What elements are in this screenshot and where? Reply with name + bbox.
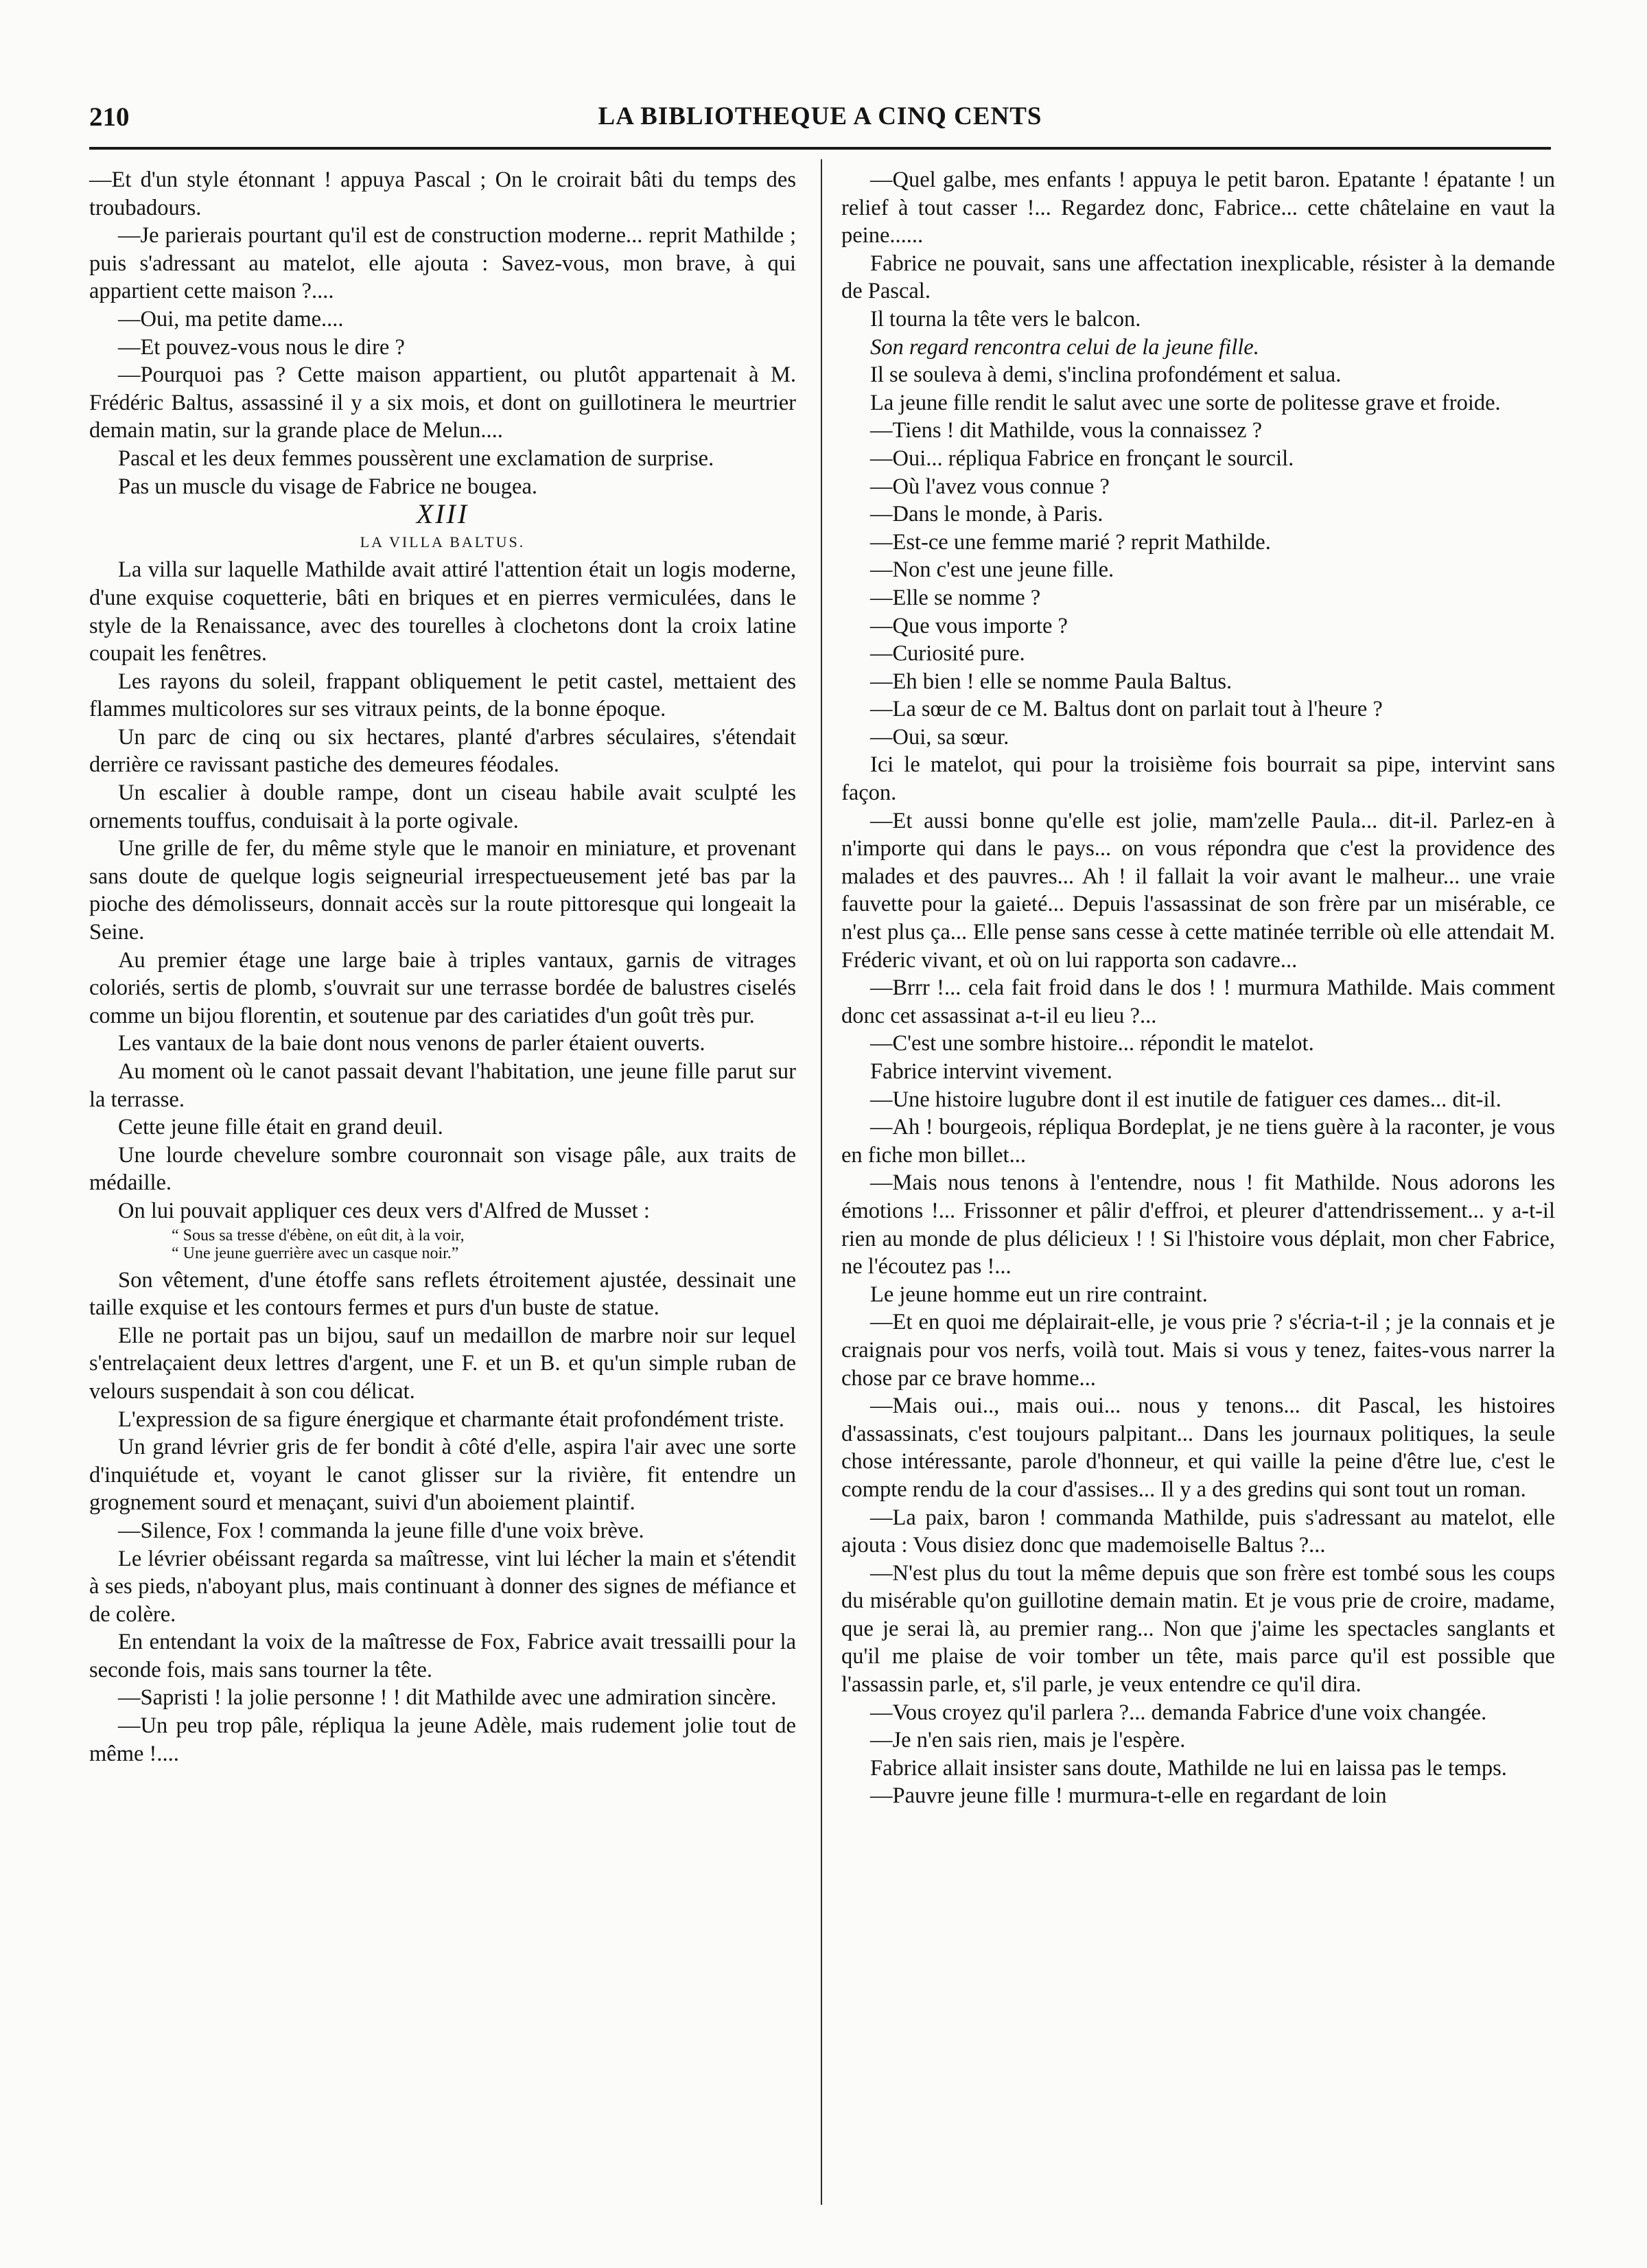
paragraph: Il se souleva à demi, s'inclina profondément et salua. [870, 362, 1342, 388]
paragraph: —Et pouvez-vous nous le dire ? [118, 334, 405, 360]
paragraph: —Et aussi bonne qu'elle est jolie, mam'zelle Paula... dit-il. Parlez-en à n'importe qui dans le pays... on vous répondra que c'est la providence des malades et des pauvres... Ah ! il fallait la voir avant le malheur... une vraie fauvette pour la gaieté... Depuis l'assassinat de son frère par un misérable, ce n'est plus ça... Elle pense sans cesse à cette matinée terrible où elle attendait M. Fréderic vivant, et où on lui rapporta son cadavre... [841, 808, 1555, 973]
paragraph: L'expression de sa figure énergique et charmante était profondément triste. [118, 1407, 784, 1432]
paragraph: —Quel galbe, mes enfants ! appuya le petit baron. Epatante ! épatante ! un relief à tout casser !... Regardez donc, Fabrice... cette châtelaine en vaut la peine...... [841, 167, 1555, 248]
header-rule [89, 147, 1551, 150]
italic-text: Son regard rencontra celui de la jeune fille. [870, 334, 1259, 360]
paragraph: Au premier étage une large baie à triples vantaux, garnis de vitrages coloriés, sertis de plomb, s'ouvrait sur une terrasse bordée de balustres ciselés comme un bijou florentin, et soutenue par des cariatides d'un goût très pur. [89, 947, 796, 1028]
paragraph: —Est-ce une femme marié ? reprit Mathilde. [870, 529, 1271, 555]
paragraph: —Mais nous tenons à l'entendre, nous ! fit Mathilde. Nous adorons les émotions !... Frissonner et pâlir d'effroi, et pleurer d'attendrissement... y a-t-il rien au monde de plus délicieux ! ! Si l'histoire vous déplait, mon cher Fabrice, ne l'écoutez pas !... [841, 1170, 1555, 1280]
paragraph: Un escalier à double rampe, dont un ciseau habile avait sculpté les ornements touffus, conduisait à la porte ogivale. [89, 780, 796, 833]
paragraph: La jeune fille rendit le salut avec une sorte de politesse grave et froide. [870, 390, 1501, 415]
paragraph: —Eh bien ! elle se nomme Paula Baltus. [870, 669, 1233, 694]
paragraph: —Sapristi ! la jolie personne ! ! dit Mathilde avec une admiration sincère. [118, 1685, 777, 1711]
paragraph: —Une histoire lugubre dont il est inutile de fatiguer ces dames... dit-il. [870, 1087, 1502, 1112]
paragraph: Cette jeune fille était en grand deuil. [118, 1115, 443, 1140]
paragraph: —Pourquoi pas ? Cette maison appartient, ou plutôt appartenait à M. Frédéric Baltus, assassiné il y a six mois, et dont on guillotinera le meurtrier demain matin, sur la grande place de Melun.... [89, 362, 796, 443]
verse-quote [89, 1227, 796, 1262]
paragraph: —La sœur de ce M. Baltus dont on parlait tout à l'heure ? [870, 697, 1383, 722]
paragraph: —Un peu trop pâle, répliqua la jeune Adèle, mais rudement jolie tout de même !.... [89, 1713, 796, 1766]
paragraph: Les vantaux de la baie dont nous venons de parler étaient ouverts. [118, 1031, 705, 1056]
paragraph: —Silence, Fox ! commanda la jeune fille d'une voix brève. [118, 1518, 644, 1543]
paragraph: —La paix, baron ! commanda Mathilde, puis s'adressant au matelot, elle ajouta : Vous disiez donc que mademoiselle Baltus ?... [841, 1505, 1555, 1558]
paragraph: Une grille de fer, du même style que le manoir en miniature, et provenant sans doute de quelque logis seigneurial irrespectueusement jeté bas par la pioche des démolisseurs, donnait accès sur la route pittoresque qui longeait la Seine. [89, 836, 796, 945]
paragraph: —Brrr !... cela fait froid dans le dos ! ! murmura Mathilde. Mais comment donc cet assassinat a-t-il eu lieu ?... [841, 975, 1555, 1028]
paragraph: —Que vous importe ? [870, 613, 1068, 638]
paragraph: Elle ne portait pas un bijou, sauf un medaillon de marbre noir sur lequel s'entrelaçaient deux lettres d'argent, une F. et un B. et qu'un simple ruban de velours suspendait à son cou délicat. [89, 1323, 796, 1404]
right-column [841, 166, 1555, 1810]
paragraph [841, 334, 1555, 362]
left-column [89, 166, 796, 1768]
running-title: LA BIBLIOTHEQUE A CINQ CENTS [598, 102, 1042, 130]
paragraph: —Je n'en sais rien, mais je l'espère. [870, 1728, 1186, 1753]
paragraph: Fabrice intervint vivement. [870, 1059, 1112, 1084]
paragraph: —Dans le monde, à Paris. [870, 502, 1103, 527]
paragraph: —Et d'un style étonnant ! appuya Pascal ; On le croirait bâti du temps des troubadours. [89, 167, 796, 220]
paragraph: Son vêtement, d'une étoffe sans reflets étroitement ajustée, dessinait une taille exquise et les contours fermes et purs d'un buste de statue. [89, 1267, 796, 1321]
paragraph: On lui pouvait appliquer ces deux vers d'Alfred de Musset : [118, 1198, 650, 1223]
paragraph: Pas un muscle du visage de Fabrice ne bougea. [118, 474, 538, 499]
paragraph: Une lourde chevelure sombre couronnait son visage pâle, aux traits de médaille. [89, 1142, 796, 1196]
paragraph: Fabrice ne pouvait, sans une affectation inexplicable, résister à la demande de Pascal. [841, 251, 1555, 304]
paragraph: —Non c'est une jeune fille. [870, 557, 1114, 583]
paragraph: Les rayons du soleil, frappant obliquement le petit castel, mettaient des flammes multicolores sur ses vitraux peints, de la bonne époque. [89, 669, 796, 722]
verse-line: “ Une jeune guerrière avec un casque noir.” [172, 1244, 459, 1262]
chapter-title: LA VILLA BALTUS. [360, 533, 526, 551]
paragraph: —Où l'avez vous connue ? [870, 474, 1110, 499]
chapter-number: XIII [416, 498, 469, 530]
paragraph: Pascal et les deux femmes poussèrent une exclamation de surprise. [118, 445, 714, 471]
paragraph: Un grand lévrier gris de fer bondit à côté d'elle, aspira l'air avec une sorte d'inquiétude et, voyant le canot glisser sur la rivière, fit entendre un grognement sourd et menaçant, suivi d'un aboiement plaintif. [89, 1435, 796, 1516]
paragraph: Le jeune homme eut un rire contraint. [870, 1282, 1208, 1307]
page-number: 210 [89, 102, 130, 132]
paragraph: —Tiens ! dit Mathilde, vous la connaissez ? [870, 418, 1263, 443]
paragraph: Il tourna la tête vers le balcon. [870, 306, 1141, 332]
paragraph: —N'est plus du tout la même depuis que son frère est tombé sous les coups du misérable qu'on guillotine demain matin. Et je vous prie de croire, madame, que je serai là, au premier rang... Non que j'aime les spectacles sanglants et qu'il me plaise de voir tomber un tête, mais parce qu'il est possible que l'assassin parle, et, s'il parle, je veux entendre ce qu'il dira. [841, 1560, 1555, 1698]
paragraph: —Oui... répliqua Fabrice en fronçant le sourcil. [870, 445, 1294, 471]
paragraph: —Et en quoi me déplairait-elle, je vous prie ? s'écria-t-il ; je la connais et je craignais pour vos nerfs, voilà tout. Mais si vous y tenez, faites-vous narrer la chose par ce brave homme... [841, 1310, 1555, 1391]
paragraph: Le lévrier obéissant regarda sa maîtresse, vint lui lécher la main et s'étendit à ses pieds, n'aboyant plus, mais continuant à donner des signes de méfiance et de colère. [89, 1546, 796, 1627]
paragraph: Un parc de cinq ou six hectares, planté d'arbres séculaires, s'étendait derrière ce ravissant pastiche des demeures féodales. [89, 724, 796, 778]
paragraph: —Elle se nomme ? [870, 585, 1041, 610]
paragraph: Ici le matelot, qui pour la troisième fois bourrait sa pipe, intervint sans façon. [841, 752, 1555, 806]
column-divider [821, 159, 822, 2205]
paragraph: —Ah ! bourgeois, répliqua Bordeplat, je ne tiens guère à la raconter, je vous en fiche mon billet... [841, 1115, 1555, 1168]
paragraph: —Pauvre jeune fille ! murmura-t-elle en regardant de loin [870, 1783, 1387, 1809]
paragraph: Au moment où le canot passait devant l'habitation, une jeune fille parut sur la terrasse. [89, 1059, 796, 1112]
paragraph: —Vous croyez qu'il parlera ?... demanda Fabrice d'une voix changée. [870, 1700, 1487, 1725]
paragraph: —Oui, sa sœur. [870, 724, 1009, 750]
paragraph: —Curiosité pure. [870, 641, 1025, 667]
paragraph: —Je parierais pourtant qu'il est de construction moderne... reprit Mathilde ; puis s'adressant au matelot, elle ajouta : Savez-vous, mon brave, à qui appartient cette maison ?.... [89, 223, 796, 304]
paragraph: —C'est une sombre histoire... répondit le matelot. [870, 1031, 1314, 1056]
verse-line: “ Sous sa tresse d'ébène, on eût dit, à la voir, [172, 1226, 465, 1245]
paragraph: —Oui, ma petite dame.... [118, 306, 344, 332]
paragraph: La villa sur laquelle Mathilde avait attiré l'attention était un logis moderne, d'une exquise coquetterie, bâti en briques et en pierres vermiculées, dans le style de la Renaissance, avec des tourelles à clochetons dont la croix latine coupait les fenêtres. [89, 557, 796, 667]
paragraph: Fabrice allait insister sans doute, Mathilde ne lui en laissa pas le temps. [870, 1755, 1507, 1781]
paragraph: En entendant la voix de la maîtresse de Fox, Fabrice avait tressailli pour la seconde fois, mais sans tourner la tête. [89, 1630, 796, 1682]
page-header [89, 102, 1551, 143]
paragraph: —Mais oui.., mais oui... nous y tenons... dit Pascal, les histoires d'assassinats, c'est toujours palpitant... Dans les journaux politiques, la seule chose intéressante, parole d'honneur, et qui vaille la peine d'être lue, c'est le compte rendu de la cour d'assises... Il y a des gredins qui sont tout un roman. [841, 1393, 1555, 1502]
